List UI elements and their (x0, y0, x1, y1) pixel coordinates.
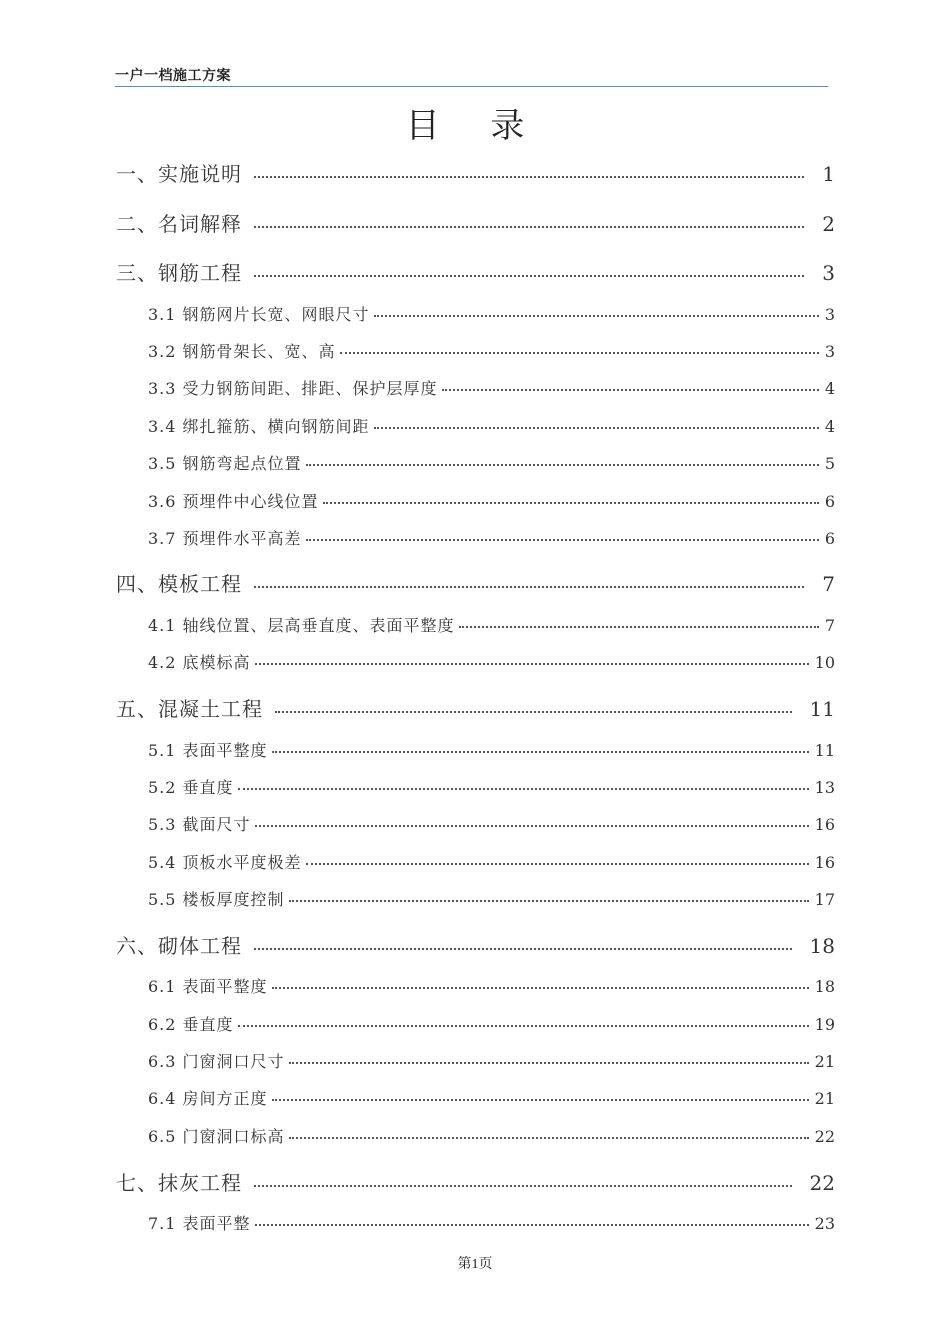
toc-subsection-entry[interactable] (148, 339, 835, 362)
toc-subsection-entry[interactable] (148, 1086, 835, 1109)
toc-dot-leader (289, 1061, 809, 1064)
toc-entry-page: 21 (814, 1089, 835, 1108)
toc-subsection-entry[interactable] (148, 613, 835, 636)
toc-dot-leader (306, 862, 809, 865)
toc-subsection-entry[interactable] (148, 812, 835, 835)
toc-entry-label: 4.1 轴线位置、层高垂直度、表面平整度 (148, 616, 455, 635)
toc-entry-page: 21 (814, 1052, 835, 1071)
toc-dot-leader (275, 710, 792, 713)
toc-entry-label: 3.7 预埋件水平高差 (148, 529, 302, 548)
toc-subsection-entry[interactable] (148, 526, 835, 549)
toc-entry-page: 19 (814, 1015, 835, 1034)
toc-entry-label: 二、名词解释 (116, 212, 242, 236)
toc-dot-leader (254, 274, 804, 277)
toc-entry-label: 6.5 门窗洞口标高 (148, 1127, 285, 1146)
toc-subsection-entry[interactable] (148, 414, 835, 437)
toc-dot-leader (254, 225, 804, 228)
toc-entry-page: 11 (814, 741, 835, 760)
toc-entry-page: 6 (824, 492, 835, 511)
toc-entry-label: 六、砌体工程 (116, 934, 242, 958)
toc-entry-page: 3 (824, 305, 835, 324)
toc-dot-leader (374, 426, 819, 429)
toc-subsection-entry[interactable] (148, 451, 835, 474)
toc-title: 目 录 (405, 106, 545, 146)
toc-entry-page: 6 (824, 529, 835, 548)
toc-subsection-entry[interactable] (148, 775, 835, 798)
toc-subsection-entry[interactable] (148, 850, 835, 873)
toc-entry-page: 5 (824, 454, 835, 473)
toc-entry-page: 7 (822, 572, 835, 596)
toc-dot-leader (289, 1136, 809, 1139)
toc-entry-page: 23 (814, 1214, 835, 1233)
toc-subsection-entry[interactable] (148, 489, 835, 512)
toc-entry-label: 3.5 钢筋弯起点位置 (148, 454, 302, 473)
toc-section-entry[interactable] (116, 693, 835, 722)
toc-entry-page: 3 (824, 342, 835, 361)
toc-entry-label: 5.3 截面尺寸 (148, 815, 251, 834)
toc-entry-label: 四、模板工程 (116, 572, 242, 596)
toc-entry-page: 18 (814, 977, 835, 996)
toc-dot-leader (340, 351, 819, 354)
toc-entry-label: 三、钢筋工程 (116, 261, 242, 285)
toc-entry-label: 3.6 预埋件中心线位置 (148, 492, 319, 511)
toc-subsection-entry[interactable] (148, 1012, 835, 1035)
toc-entry-page: 1 (822, 162, 835, 186)
toc-entry-label: 5.1 表面平整度 (148, 741, 268, 760)
toc-entry-page: 7 (824, 616, 835, 635)
toc-entry-label: 5.2 垂直度 (148, 778, 234, 797)
toc-entry-page: 13 (814, 778, 835, 797)
toc-section-entry[interactable] (116, 568, 835, 597)
toc-dot-leader (254, 585, 804, 588)
toc-entry-label: 3.2 钢筋骨架长、宽、高 (148, 342, 336, 361)
toc-dot-leader (272, 986, 809, 989)
toc-entry-page: 4 (824, 379, 835, 398)
toc-subsection-entry[interactable] (148, 650, 835, 673)
toc-entry-label: 6.2 垂直度 (148, 1015, 234, 1034)
toc-entry-label: 5.5 楼板厚度控制 (148, 890, 285, 909)
toc-dot-leader (254, 1184, 792, 1187)
toc-entry-label: 七、抹灰工程 (116, 1171, 242, 1195)
toc-entry-label: 3.4 绑扎箍筋、横向钢筋间距 (148, 417, 370, 436)
toc-dot-leader (254, 175, 804, 178)
toc-entry-page: 3 (822, 261, 835, 285)
toc-dot-leader (238, 1024, 809, 1027)
toc-entry-page: 18 (809, 934, 835, 958)
toc-section-entry[interactable] (116, 930, 835, 959)
toc-entry-page: 11 (809, 697, 835, 721)
toc-section-entry[interactable] (116, 158, 835, 187)
toc-entry-page: 10 (814, 653, 835, 672)
toc-section-entry[interactable] (116, 208, 835, 237)
toc-entry-label: 五、混凝土工程 (116, 697, 263, 721)
toc-dot-leader (272, 1098, 809, 1101)
toc-entry-page: 4 (824, 417, 835, 436)
toc-entry-label: 6.4 房间方正度 (148, 1089, 268, 1108)
toc-entry-page: 16 (814, 815, 835, 834)
toc-dot-leader (238, 787, 809, 790)
toc-subsection-entry[interactable] (148, 376, 835, 399)
toc-entry-page: 22 (809, 1171, 835, 1195)
toc-section-entry[interactable] (116, 257, 835, 286)
toc-dot-leader (254, 947, 792, 950)
toc-entry-page: 2 (822, 212, 835, 236)
toc-dot-leader (323, 501, 819, 504)
toc-dot-leader (459, 625, 819, 628)
toc-dot-leader (306, 463, 819, 466)
toc-dot-leader (289, 899, 809, 902)
toc-entry-page: 16 (814, 853, 835, 872)
page-number: 第1页 (457, 1257, 493, 1272)
toc-subsection-entry[interactable] (148, 302, 835, 325)
toc-entry-label: 7.1 表面平整 (148, 1214, 251, 1233)
toc-entry-label: 5.4 顶板水平度极差 (148, 853, 302, 872)
toc-entry-label: 6.1 表面平整度 (148, 977, 268, 996)
toc-entry-label: 6.3 门窗洞口尺寸 (148, 1052, 285, 1071)
toc-section-entry[interactable] (116, 1167, 835, 1196)
header-title: 一户一档施工方案 (115, 68, 231, 84)
toc-dot-leader (255, 662, 809, 665)
toc-subsection-entry[interactable] (148, 1124, 835, 1147)
toc-dot-leader (255, 824, 809, 827)
toc-dot-leader (442, 388, 819, 391)
toc-subsection-entry[interactable] (148, 1049, 835, 1072)
toc-subsection-entry[interactable] (148, 738, 835, 761)
toc-dot-leader (272, 750, 809, 753)
toc-entry-label: 3.1 钢筋网片长宽、网眼尺寸 (148, 305, 370, 324)
toc-subsection-entry[interactable] (148, 887, 835, 910)
toc-subsection-entry[interactable] (148, 974, 835, 997)
toc-entry-label: 3.3 受力钢筋间距、排距、保护层厚度 (148, 379, 438, 398)
toc-subsection-entry[interactable] (148, 1211, 835, 1234)
toc-entry-label: 4.2 底模标高 (148, 653, 251, 672)
toc-entry-page: 17 (814, 890, 835, 909)
toc-dot-leader (306, 538, 819, 541)
toc-entry-page: 22 (814, 1127, 835, 1146)
toc-dot-leader (374, 314, 819, 317)
toc-entry-label: 一、实施说明 (116, 162, 242, 186)
toc-dot-leader (255, 1223, 809, 1226)
